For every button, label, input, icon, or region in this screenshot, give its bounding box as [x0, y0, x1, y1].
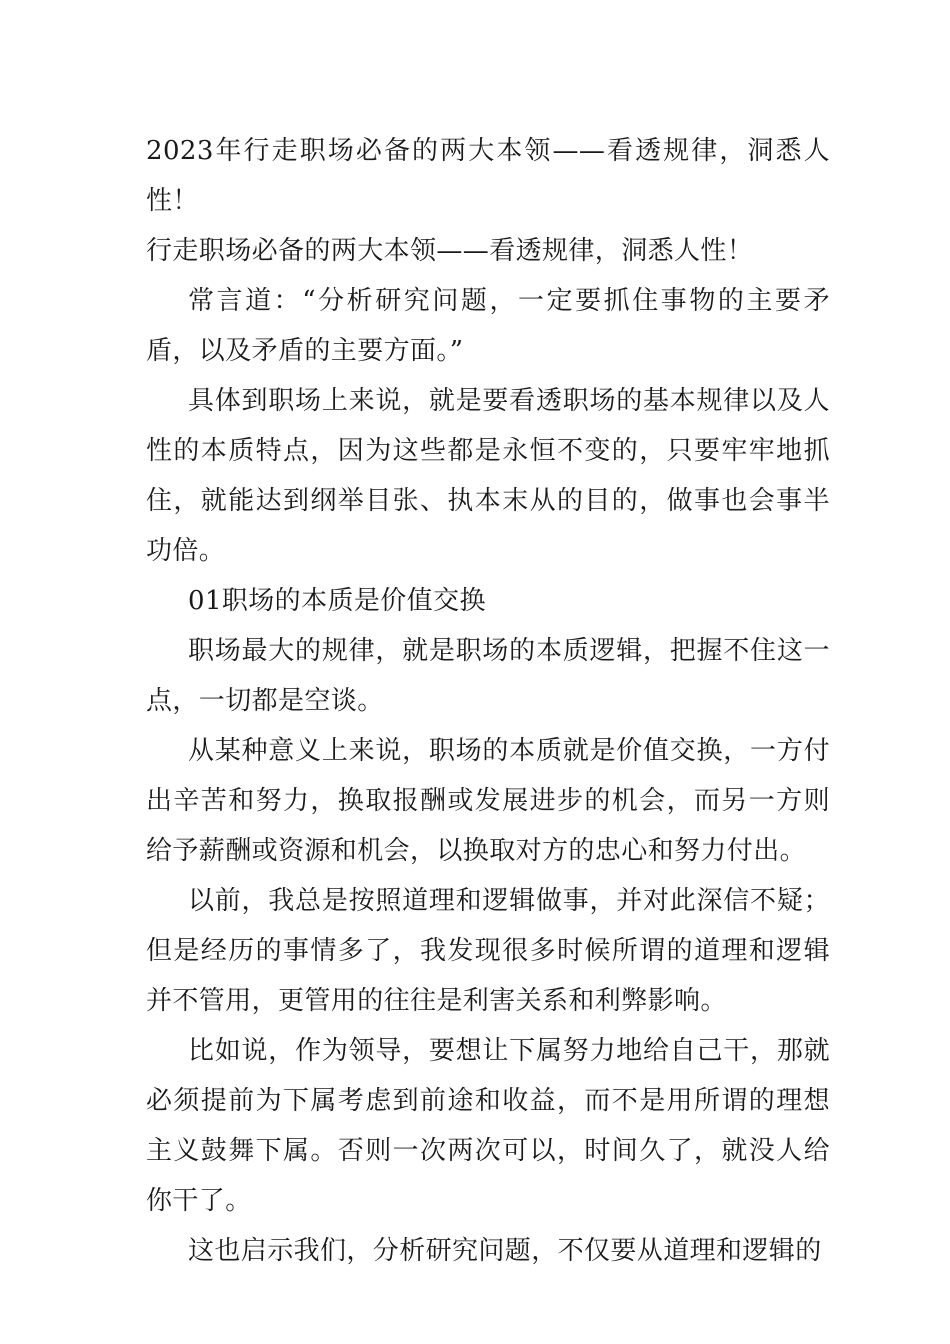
section-heading: 01职场的本质是价值交换 [188, 586, 486, 616]
paragraph: 这也启示我们，分析研究问题，不仅要从道理和逻辑的 [188, 1236, 822, 1266]
paragraph: 以前，我总是按照道理和逻辑做事，并对此深信不疑；但是经历的事情多了，我发现很多时候所谓的道理和逻辑并不管用，更管用的往往是利害关系和利弊影响。 [146, 886, 830, 1016]
paragraph-quote: 常言道：“分析研究问题，一定要抓住事物的主要矛盾，以及矛盾的主要方面。” [146, 286, 830, 366]
document-subtitle: 行走职场必备的两大本领——看透规律，洞悉人性！ [146, 236, 754, 266]
document-body [146, 126, 830, 1276]
paragraph-intro: 具体到职场上来说，就是要看透职场的基本规律以及人性的本质特点，因为这些都是永恒不变的，只要牢牢地抓住，就能达到纲举目张、执本末从的目的，做事也会事半功倍。 [146, 386, 830, 566]
paragraph: 从某种意义上来说，职场的本质就是价值交换，一方付出辛苦和努力，换取报酬或发展进步的机会，而另一方则给予薪酬或资源和机会，以换取对方的忠心和努力付出。 [146, 736, 830, 866]
paragraph: 比如说，作为领导，要想让下属努力地给自己干，那就必须提前为下属考虑到前途和收益，而不是用所谓的理想主义鼓舞下属。否则一次两次可以，时间久了，就没人给你干了。 [146, 1036, 830, 1216]
document-title: 2023年行走职场必备的两大本领——看透规律，洞悉人性！ [146, 136, 830, 216]
paragraph: 职场最大的规律，就是职场的本质逻辑，把握不住这一点，一切都是空谈。 [146, 636, 830, 716]
